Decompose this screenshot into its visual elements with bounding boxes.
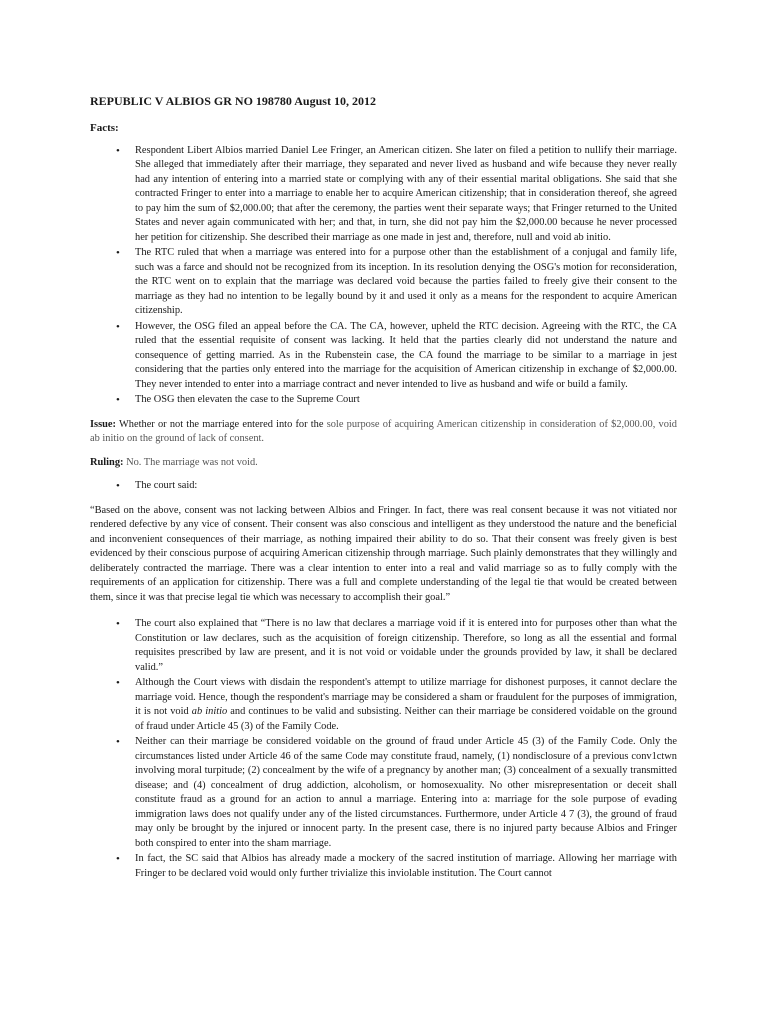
issue-paragraph xyxy=(90,418,677,447)
ruling-paragraph xyxy=(90,456,677,471)
ruling-point-emphasis: ab initio xyxy=(191,706,228,717)
court-said-list xyxy=(90,479,677,494)
court-quote: “Based on the above, consent was not lacking between Albios and Fringer. In fact, there was real consent because it was not vitiated nor rendered defective by any vice of consent. Their consent was also conscious and intelligent as they understood the nature and the beneficial and inconvenient consequences of their marriage, as nothing impaired their ability to do so. That their consent was freely given is best evidenced by their conscious purpose of acquiring American citizenship through marriage. Such plainly demonstrates that they willingly and deliberately contracted the marriage. There was a clear intention to enter into a real and valid marriage so as to fully comply with the requirements of an application for citizenship. There was a full and complete understanding of the legal tie that would be created between them, since it was that precise legal tie which was necessary to accomplish their goal.” xyxy=(90,504,677,603)
ruling-label: Ruling: xyxy=(90,456,124,468)
ruling-text: No. The marriage was not void. xyxy=(123,456,258,468)
case-title: REPUBLIC V ALBIOS GR NO 198780 August 10, 2012 xyxy=(90,94,376,108)
ruling-point: • In fact, the SC said that Albios has already made a mockery of the sacred institution of marriage. Allowing her marriage with Fringer to be declared void would only further trivialize this inviolable institution. The Court cannot xyxy=(90,852,677,881)
facts-list xyxy=(90,144,677,408)
issue-label: Issue: xyxy=(90,418,116,430)
ruling-point: • Neither can their marriage be considered voidable on the ground of fraud under Article 45 (3) of the Family Code. Only the circumstances listed under Article 46 of the same Code may constitute fraud, namely, (1) nondisclosure of a previous conv1ctwn involving moral turpitude; (2) concealment by the wife of a pregnancy by another man; (3) concealment of a sexually transmitted disease; and (4) concealment of drug addiction, alcoholism, or homosexuality. No other misrepresentation or deceit shall constitute fraud as a ground for an action to annul a marriage. Entering into a: marriage for the sole purpose of evading immigration laws does not qualify under any of the listed circumstances. Furthermore, under Article 4 7 (3), the ground of fraud may only be brought by the injured or innocent party. In the present case, there is no injured party because Albios and Fringer both conspired to enter into the sham marriage. xyxy=(90,735,677,851)
ruling-point-text: Although the Court views with disdain the respondent's attempt to utilize marriage for dishonest purposes, it cannot declare the marriage void. Hence, though the respondent's marriage may be considered a sham or fraudulent for the purposes of immigration, it is not void xyxy=(135,677,677,717)
facts-heading: Facts: xyxy=(90,122,119,134)
fact-item: • However, the OSG filed an appeal before the CA. The CA, however, upheld the RTC decision. Agreeing with the RTC, the CA ruled that the essential requisite of consent was lacking. It held that the parties clearly did not understand the nature and consequence of getting married. As in the Rubenstein case, the CA found the marriage to be similar to a marriage in jest considering that the parties only entered into the marriage for the acquisition of American citizenship in exchange of $2,000.00. They never intended to enter into a marriage contract and never intended to live as husband and wife or build a family. xyxy=(90,320,677,393)
ruling-point xyxy=(90,676,677,734)
court-said-item: • The court said: xyxy=(90,479,677,494)
ruling-point: • The court also explained that “There is no law that declares a marriage void if it is entered into for purposes other than what the Constitution or law declares, such as the acquisition of foreign citizenship. Therefore, so long as all the essential and formal requisites prescribed by law are present, and it is not void or voidable under the grounds provided by law, it shall be declared valid.” xyxy=(90,617,677,675)
ruling-points-list xyxy=(90,617,677,881)
fact-item: • The RTC ruled that when a marriage was entered into for a purpose other than the establishment of a conjugal and family life, such was a farce and should not be recognized from its inception. In its resolution denying the OSG's motion for reconsideration, the RTC went on to explain that the marriage was declared void because the parties failed to freely give their consent to the marriage as they had no intention to be legally bound by it and used it only as a means for the respondent to acquire American citizenship. xyxy=(90,246,677,319)
ruling-point-text: and continues to be valid and subsisting. Neither can their marriage be considered voidable on the ground of fraud under Article 45 (3) of the Family Code. xyxy=(135,706,677,732)
issue-text-highlight: sole purpose of acquiring American citizenship in consideration of $2,000.00, void ab initio on the ground of lack of consent. xyxy=(90,418,677,444)
issue-text: Whether or not the marriage entered into for the xyxy=(115,418,327,430)
document-body xyxy=(90,93,677,891)
fact-item: • Respondent Libert Albios married Daniel Lee Fringer, an American citizen. She later on filed a petition to nullify their marriage. She alleged that immediately after their marriage, they separated and never lived as husband and wife because they never really had any intention of entering into a married state or complying with any of their essential marital obligations. She said that she contracted Fringer to enter into a marriage to enable her to acquire American citizenship; that in consideration thereof, she agreed to pay him the sum of $2,000.00; that after the ceremony, the parties went their separate ways; that Fringer returned to the United States and never again communicated with her; and that, in turn, she did not pay him the $2,000.00 because he never processed her petition for citizenship. She described their marriage as one made in jest and, therefore, null and void ab initio. xyxy=(90,144,677,246)
fact-item: • The OSG then elevaten the case to the Supreme Court xyxy=(90,393,677,408)
